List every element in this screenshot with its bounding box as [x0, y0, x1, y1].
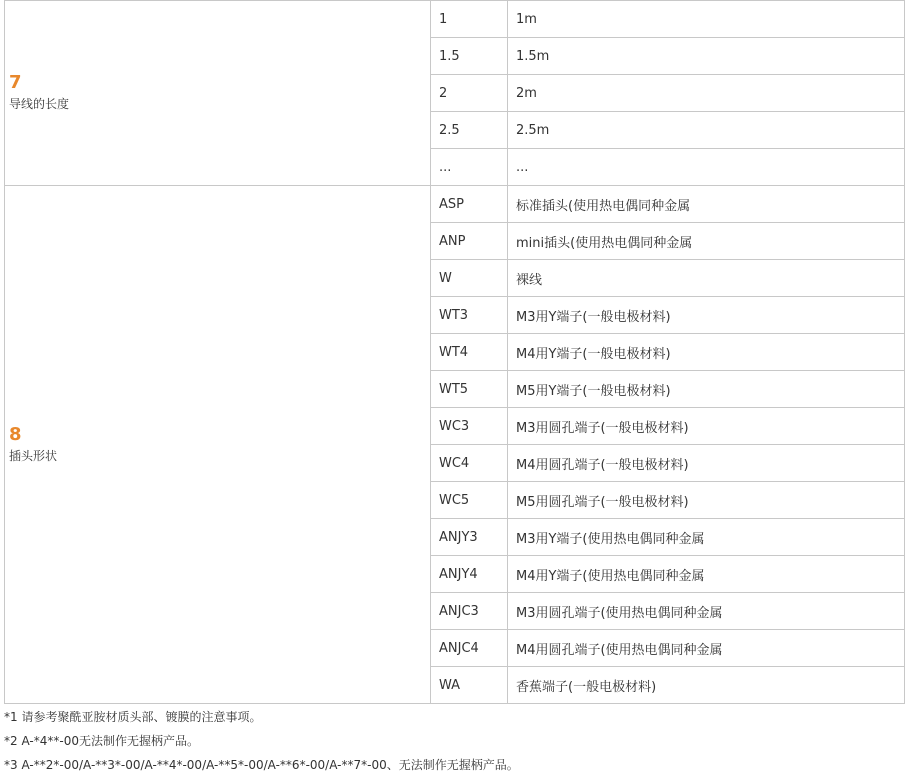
spec-table-body: [5, 1, 905, 704]
footnote-3: *3 A-**2*-00/A-**3*-00/A-**4*-00/A-**5*-00/A-**6*-00/A-**7*-00、无法制作无握柄产品。: [4, 758, 519, 772]
option-code: ANJY4: [431, 556, 508, 593]
option-description: M3用Y端子(使用热电偶同种金属: [508, 519, 905, 556]
group-cell: [5, 1, 431, 186]
group-number: 7: [9, 72, 22, 93]
option-code: WT4: [431, 334, 508, 371]
option-description: M4用圆孔端子(使用热电偶同种金属: [508, 630, 905, 667]
option-code: ANJC3: [431, 593, 508, 630]
option-description: 标准插头(使用热电偶同种金属: [508, 186, 905, 223]
option-code: WT5: [431, 371, 508, 408]
option-code: WC4: [431, 445, 508, 482]
footnote-2: *2 A-*4**-00无法制作无握柄产品。: [4, 734, 199, 748]
table-row: [5, 186, 905, 223]
option-description: M4用圆孔端子(一般电极材料): [508, 445, 905, 482]
group-label: 插头形状: [9, 448, 58, 463]
option-description: 1.5m: [508, 38, 905, 75]
option-description: M3用Y端子(一般电极材料): [508, 297, 905, 334]
option-code: WT3: [431, 297, 508, 334]
group-label: 导线的长度: [9, 97, 70, 111]
option-code: 1.5: [431, 38, 508, 75]
option-description: M5用圆孔端子(一般电极材料): [508, 482, 905, 519]
option-code: ASP: [431, 186, 508, 223]
option-code: W: [431, 260, 508, 297]
option-description: M4用Y端子(使用热电偶同种金属: [508, 556, 905, 593]
option-code: 2.5: [431, 112, 508, 149]
option-description: M4用Y端子(一般电极材料): [508, 334, 905, 371]
option-description: 裸线: [508, 260, 905, 297]
option-description: M3用圆孔端子(使用热电偶同种金属: [508, 593, 905, 630]
option-code: ANJY3: [431, 519, 508, 556]
option-code: WC5: [431, 482, 508, 519]
table-row: [5, 1, 905, 38]
footnotes: [4, 706, 904, 778]
group-cell: [5, 186, 431, 704]
option-description: M5用Y端子(一般电极材料): [508, 371, 905, 408]
option-code: WA: [431, 667, 508, 704]
footnote-1: *1 请参考聚酰亚胺材质头部、镀膜的注意事项。: [4, 710, 262, 724]
option-description: M3用圆孔端子(一般电极材料): [508, 408, 905, 445]
option-description: 2m: [508, 75, 905, 112]
option-code: 2: [431, 75, 508, 112]
option-code: ...: [431, 149, 508, 186]
option-description: 香蕉端子(一般电极材料): [508, 667, 905, 704]
group-number: 8: [9, 423, 22, 445]
option-code: WC3: [431, 408, 508, 445]
spec-table: [4, 0, 905, 704]
option-description: ...: [508, 149, 905, 186]
option-description: 1m: [508, 1, 905, 38]
option-code: ANJC4: [431, 630, 508, 667]
option-description: 2.5m: [508, 112, 905, 149]
option-code: ANP: [431, 223, 508, 260]
option-description: mini插头(使用热电偶同种金属: [508, 223, 905, 260]
option-code: 1: [431, 1, 508, 38]
